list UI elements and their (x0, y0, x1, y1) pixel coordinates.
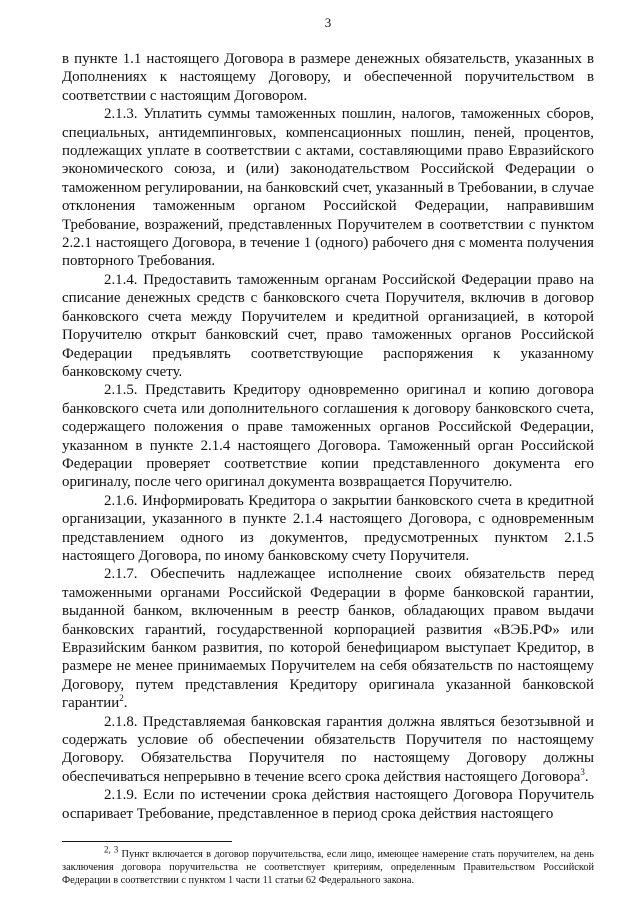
paragraph-continuation: в пункте 1.1 настоящего Договора в размере денежных обязательств, указанных в Дополнениях к настоящему Договору, и обеспеченной поручительством в соответствии с настоящим Договором. (62, 51, 594, 104)
paragraph-2-1-6: 2.1.6. Информировать Кредитора о закрытии банковского счета в кредитной организации, указанного в пункте 2.1.4 настоящего Договора, с одновременным представлением одного из документов, предусмотренных пунктом 2.1.5 настоящего Договора, по иному банковскому счету Поручителя. (62, 492, 594, 564)
page-number: 3 (324, 15, 332, 30)
paragraph-2-1-8: 2.1.8. Представляемая банковская гарантия должна являться безотзывной и содержать условие об обеспечении обязательств Поручителя по настоящему Договору. Обязательства Поручителя по настоящему Договору должны обеспечиваться непрерывно в течение всего срока действия настоящего Договора$^3$. (62, 713, 594, 785)
footnote-separator (62, 841, 232, 842)
footnote-ref-3: 3 (580, 766, 585, 777)
paragraph-2-1-4: 2.1.4. Предоставить таможенным органам Российской Федерации право на списание денежных средств с банковского счета Поручителя, включив в договор банковского счета между Поручителем и кредитной организацией, в которой Поручителю открыт банковский счет, право таможенных органов Российской Федерации предъявлять соответствующие распоряжения к указанному банковскому счету. (62, 271, 594, 380)
footnote-marks: 2, 3 (104, 844, 119, 855)
paragraph-2-1-7: 2.1.7. Обеспечить надлежащее исполнение своих обязательств перед таможенными органами Российской Федерации в форме банковской гарантии, выданной банком, включенным в реестр банков, обладающих правом выдачи банковских гарантий, государственной корпорацией развития «ВЭБ.РФ» или Евразийским банком развития, по которой бенефициаром выступает Кредитор, в размере не менее принимаемых Поручителем на себя обязательств по настоящему Договору, путем представления Кредитору оригинала указанной банковской гарантии$^2$. (62, 566, 594, 712)
paragraph-2-1-5: 2.1.5. Представить Кредитору одновременно оригинал и копию договора банковского счета или дополнительного соглашения к договору банковского счета, содержащего положения о праве таможенных органов Российской Федерации, указанном в пункте 2.1.4 настоящего Договора. Таможенный орган Российской Федерации проверяет соответствие копии представленного документа его оригиналу, после чего оригинал документа возвращается Поручителю. (62, 382, 594, 491)
paragraph-2-1-9: 2.1.9. Если по истечении срока действия настоящего Договора Поручитель оспаривает Требование, представленное в период срока действия настоящего (62, 787, 594, 822)
footnote-ref-2: 2 (119, 693, 124, 704)
footnote (62, 844, 594, 887)
footnote-text: Пункт включается в договор поручительства, если лицо, имеющее намерение стать поручителем, на день заключения договора поручительства не соответствует критериям, определенным Правительством Российской Федерации в соответствии с пунктом 1 части 11 статьи 62 Федерального закона. (62, 849, 594, 887)
paragraph-2-1-3: 2.1.3. Уплатить суммы таможенных пошлин, налогов, таможенных сборов, специальных, антидемпинговых, компенсационных пошлин, пеней, процентов, подлежащих уплате в соответствии с актами, составляющими право Евразийского экономического союза, и (или) законодательством Российской Федерации о таможенном регулировании, на банковский счет, указанный в Требовании, в случае отклонения таможенным органом Российской Федерации, направившим Требование, возражений, представленных Поручителем в соответствии с пунктом 2.2.1 настоящего Договора, в течение 1 (одного) рабочего дня с момента получения повторного Требования. (62, 106, 594, 270)
document-body (62, 50, 594, 823)
